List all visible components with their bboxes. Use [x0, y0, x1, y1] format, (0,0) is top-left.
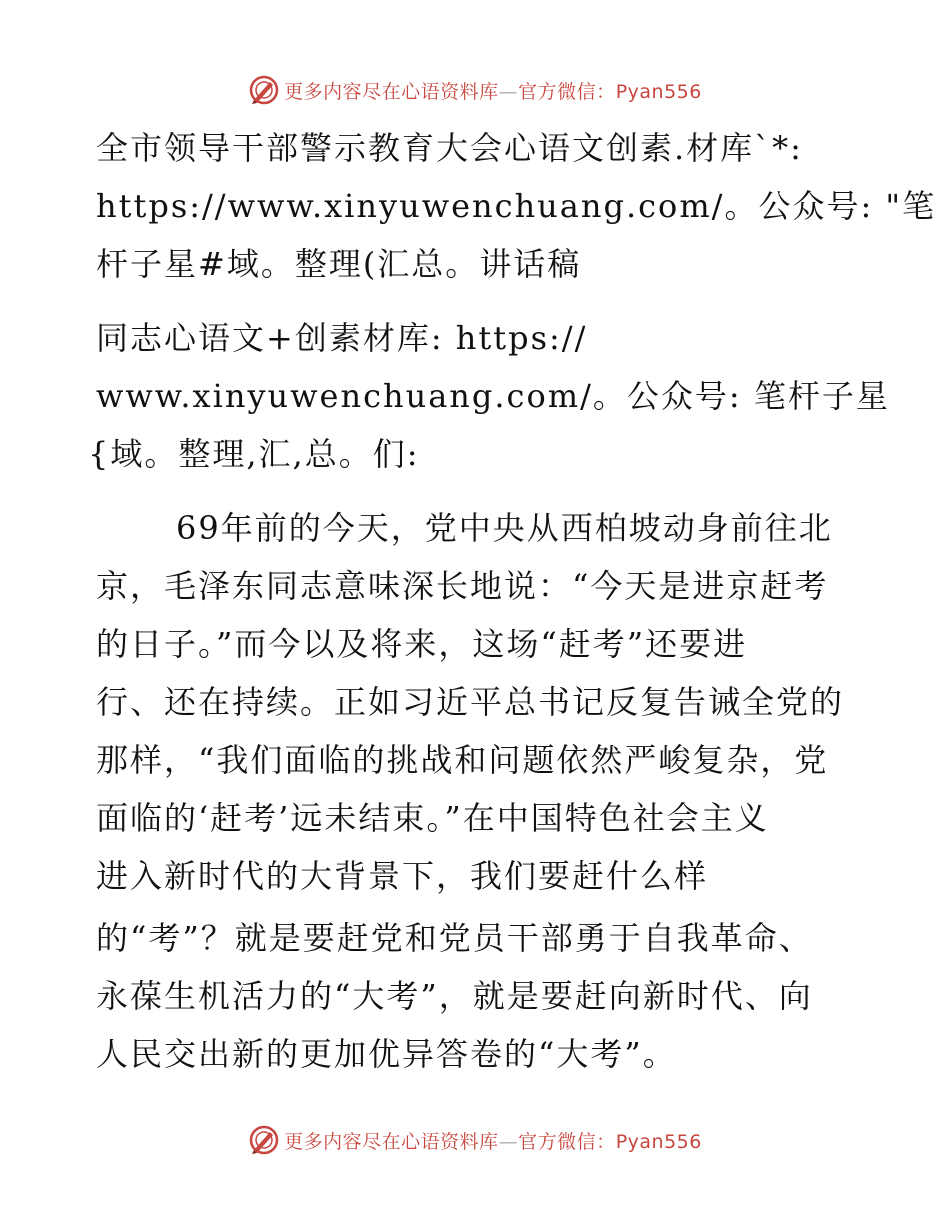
watermark-wechat: 官方微信： — [518, 1130, 616, 1153]
body-line: 面临的‘赶考’远未结束。”在中国特色社会主义 — [96, 799, 769, 837]
pen-logo-icon — [248, 74, 280, 106]
body-line: 的日子。”而今以及将来，这场“赶考”还要进 — [96, 625, 748, 663]
body-line: 进入新时代的大背景下，我们要赶什么样 — [96, 857, 709, 895]
body-line: 同志心语文+创素材库: https:// — [96, 319, 588, 357]
body-line: 杆子星#域。整理(汇总。讲话稿 — [96, 245, 582, 283]
watermark-main: 更多内容尽在心语资料库 — [284, 1130, 499, 1153]
watermark-handle: Pyan556 — [615, 1130, 702, 1153]
watermark-wechat: 官方微信： — [518, 80, 616, 103]
body-line: 京，毛泽东同志意味深长地说：“今天是进京赶考 — [96, 567, 829, 605]
body-line: 全市领导干部警示教育大会心语文创素.材库`*: — [96, 129, 803, 167]
header-watermark — [0, 70, 950, 110]
body-line: 那样，“我们面临的挑战和问题依然严峻复杂，党 — [96, 741, 829, 779]
body-line: 行、还在持续。正如习近平总书记反复告诫全党的 — [96, 683, 845, 721]
body-line: 永葆生机活力的“大考”，就是要赶向新时代、向 — [96, 977, 813, 1015]
footer-watermark — [0, 1120, 950, 1160]
body-line: 69年前的今天，党中央从西柏坡动身前往北 — [176, 509, 833, 547]
body-line: 人民交出新的更加优异答卷的“大考”。 — [96, 1035, 677, 1073]
watermark-text — [284, 1127, 702, 1154]
body-line: {域。整理,汇,总。们: — [88, 435, 420, 473]
watermark-dash: — — [498, 1130, 519, 1153]
watermark-dash: — — [498, 80, 519, 103]
body-line: https://www.xinyuwenchuang.com/。公众号: "笔 — [96, 187, 937, 225]
watermark-handle: Pyan556 — [615, 80, 702, 103]
watermark-text — [284, 77, 702, 104]
watermark-main: 更多内容尽在心语资料库 — [284, 80, 499, 103]
pen-logo-icon — [248, 1124, 280, 1156]
body-line: 的“考”？就是要赶党和党员干部勇于自我革命、 — [96, 919, 813, 957]
body-line: www.xinyuwenchuang.com/。公众号: 笔杆子星 — [96, 377, 890, 415]
